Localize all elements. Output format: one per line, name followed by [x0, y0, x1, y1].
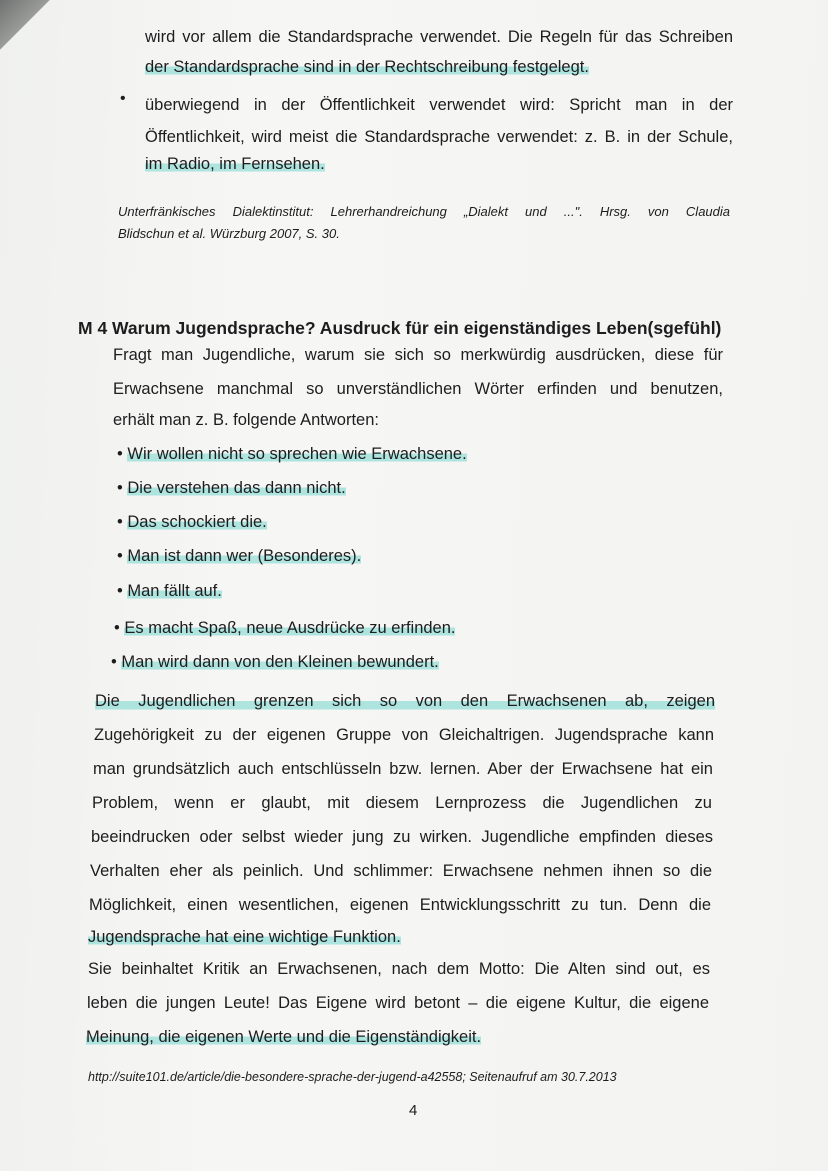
text-line-content: man grundsätzlich auch entschlüsseln bzw. lernen. Aber der Erwachsene hat ein	[93, 760, 713, 778]
text-line	[145, 96, 733, 115]
text-line-content: Jugendsprache hat eine wichtige Funktion.	[88, 928, 401, 946]
text-line	[113, 411, 379, 430]
list-item	[117, 582, 222, 601]
text-line	[94, 726, 714, 745]
bullet-marker: •	[117, 513, 123, 531]
text-line-content: Erwachsene manchmal so unverständlichen Wörter erfinden und benutzen,	[113, 380, 723, 398]
text-line	[145, 58, 589, 77]
text-line-content: Möglichkeit, einen wesentlichen, eigenen Entwicklungsschritt zu tun. Denn die	[89, 896, 711, 914]
text-line	[113, 346, 723, 365]
citation-line: Unterfränkisches Dialektinstitut: Lehrerhandreichung „Dialekt und ...". Hrsg. von Claudia	[118, 204, 730, 219]
list-item-text: Das schockiert die.	[127, 513, 267, 531]
list-item	[117, 513, 267, 532]
text-line	[90, 862, 712, 881]
text-line	[87, 994, 709, 1013]
text-line-content: erhält man z. B. folgende Antworten:	[113, 411, 379, 429]
list-item-text: Wir wollen nicht so sprechen wie Erwachsene.	[127, 445, 467, 463]
bullet-marker: •	[114, 619, 120, 637]
text-line	[113, 380, 723, 399]
list-item	[114, 619, 455, 638]
text-line	[88, 928, 401, 947]
citation	[118, 226, 340, 241]
text-line-content: überwiegend in der Öffentlichkeit verwendet wird: Spricht man in der	[145, 96, 733, 114]
list-item-text: Die verstehen das dann nicht.	[127, 479, 346, 497]
text-line-content: Problem, wenn er glaubt, mit diesem Lernprozess die Jugendlichen zu	[92, 794, 712, 812]
text-line-content: Verhalten eher als peinlich. Und schlimmer: Erwachsene nehmen ihnen so die	[90, 862, 712, 880]
text-line	[145, 28, 733, 47]
bullet-marker: •	[120, 90, 126, 107]
text-line	[92, 794, 712, 813]
text-line	[145, 155, 325, 174]
bullet-marker: •	[117, 445, 123, 463]
bullet-marker: •	[117, 479, 123, 497]
text-line	[145, 128, 733, 147]
text-line-content: Sie beinhaltet Kritik an Erwachsenen, nach dem Motto: Die Alten sind out, es	[88, 960, 710, 978]
text-line-content: Öffentlichkeit, wird meist die Standardsprache verwendet: z. B. in der Schule,	[145, 128, 733, 146]
text-line	[89, 896, 711, 915]
text-line-content: beeindrucken oder selbst wieder jung zu wirken. Jugendliche empfinden dieses	[91, 828, 713, 846]
text-line	[86, 1028, 481, 1047]
list-item-text: Man ist dann wer (Besonderes).	[127, 547, 362, 565]
list-item-text: Es macht Spaß, neue Ausdrücke zu erfinden.	[124, 619, 456, 637]
folded-corner	[0, 0, 70, 70]
list-item	[117, 547, 361, 566]
list-item	[117, 445, 467, 464]
text-line-content: Fragt man Jugendliche, warum sie sich so merkwürdig ausdrücken, diese für	[113, 346, 723, 364]
list-item-text: Man fällt auf.	[127, 582, 222, 600]
text-line-content: wird vor allem die Standardsprache verwendet. Die Regeln für das Schreiben	[145, 28, 733, 46]
citation-line: Blidschun et al. Würzburg 2007, S. 30.	[118, 226, 340, 241]
page-number: 4	[409, 1102, 418, 1119]
text-line	[88, 960, 710, 979]
text-line-content: der Standardsprache sind in der Rechtschreibung festgelegt.	[145, 58, 589, 76]
citation	[118, 204, 730, 219]
list-item	[111, 653, 439, 672]
text-line	[91, 828, 713, 847]
text-line-content: leben die jungen Leute! Das Eigene wird betont – die eigene Kultur, die eigene	[87, 994, 709, 1012]
text-line-content: im Radio, im Fernsehen.	[145, 155, 325, 173]
list-item-text: Man wird dann von den Kleinen bewundert.	[121, 653, 439, 671]
text-line	[95, 692, 715, 711]
bullet-marker: •	[111, 653, 117, 671]
text-line-content: Meinung, die eigenen Werte und die Eigenständigkeit.	[86, 1028, 482, 1046]
source-url-citation: http://suite101.de/article/die-besondere-sprache-der-jugend-a42558; Seitenaufruf am 30.7.2013	[88, 1070, 617, 1084]
section-heading: M 4 Warum Jugendsprache? Ausdruck für ein eigenständiges Leben(sgefühl)	[78, 318, 722, 338]
text-line-content: Zugehörigkeit zu der eigenen Gruppe von Gleichaltrigen. Jugendsprache kann	[94, 726, 714, 744]
text-line-content: Die Jugendlichen grenzen sich so von den Erwachsenen ab, zeigen	[95, 692, 715, 710]
text-line	[93, 760, 713, 779]
bullet-marker: •	[117, 547, 123, 565]
bullet-marker: •	[117, 582, 123, 600]
list-item	[117, 479, 346, 498]
